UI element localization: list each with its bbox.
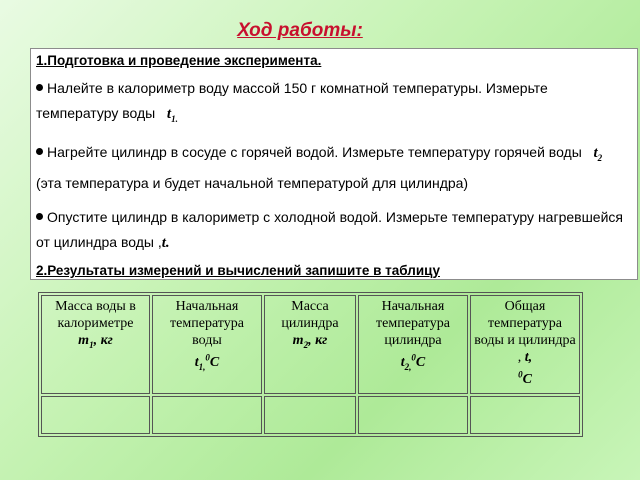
- bullet-dot-icon: [36, 148, 43, 155]
- table-cell-empty[interactable]: [470, 396, 580, 434]
- header-cell-cylinder-mass: Масса цилиндра $m_2$, кг: [264, 295, 356, 394]
- page-title: [0, 20, 640, 42]
- header-cell-cylinder-initial-temp: Начальная температура цилиндра $t_{2,}^0C$: [358, 295, 468, 394]
- bullet-dot-icon: [36, 84, 43, 91]
- header-cell-water-mass: Масса воды в калориметре $m_1$, кг: [41, 295, 150, 394]
- header-cell-total-temp: Общая температура воды и цилиндра , t, $^0$C: [470, 295, 580, 394]
- bullet-2-variable: $t_2$: [593, 145, 603, 163]
- table-cell-empty[interactable]: [358, 396, 468, 434]
- bullet-2-text-after: (эта температура и будет начальной температурой для цилиндра): [36, 175, 469, 191]
- table-cell-empty[interactable]: [264, 396, 356, 434]
- table-row: [41, 396, 580, 434]
- bullet-1-variable: $t_{1.}$: [166, 106, 178, 124]
- table-header-row: [41, 295, 580, 394]
- results-table: [38, 292, 583, 437]
- section2-heading: 2.Результаты измерений и вычислений запишите в таблицу: [36, 263, 440, 278]
- bullet-item-2: [36, 140, 626, 196]
- bullet-item-1: [36, 76, 626, 132]
- title-text: Ход работы:: [237, 20, 363, 41]
- section1-heading: 1.Подготовка и проведение эксперимента.: [36, 53, 322, 68]
- header-cell-water-initial-temp: Начальная температура воды $t_{1,}^0C$: [152, 295, 262, 394]
- table-cell-empty[interactable]: [152, 396, 262, 434]
- table-cell-empty[interactable]: [41, 396, 150, 434]
- bullet-3-variable: t.: [161, 235, 170, 251]
- bullet-2-text-before: Нагрейте цилиндр в сосуде с горячей водой. Измерьте температуру горячей воды: [47, 144, 582, 160]
- bullet-3-text: Опустите цилиндр в калориметр с холодной водой. Измерьте температуру нагревшейся от цилиндра воды ,: [36, 209, 623, 250]
- bullet-1-text: Налейте в калориметр воду массой 150 г комнатной температуры. Измерьте температуру воды: [36, 80, 548, 121]
- bullet-item-3: [36, 205, 626, 256]
- bullet-dot-icon: [36, 213, 43, 220]
